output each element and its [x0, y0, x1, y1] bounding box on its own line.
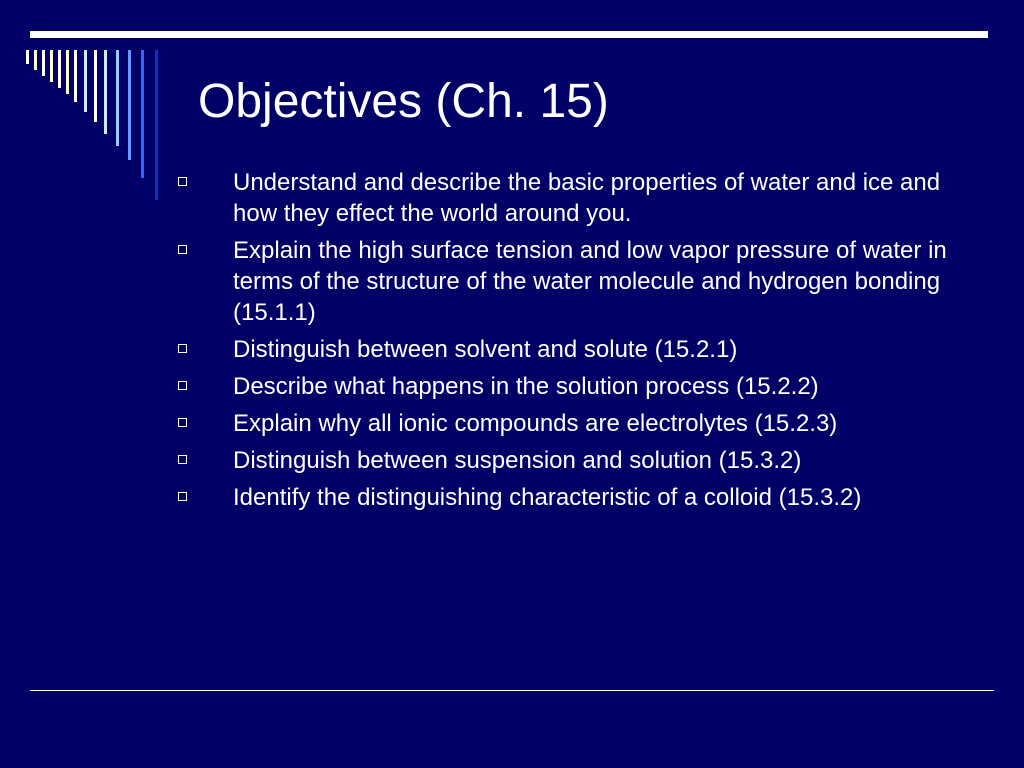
decorative-bar	[66, 50, 69, 94]
bottom-rule	[30, 690, 994, 691]
square-bullet-icon	[178, 492, 187, 501]
bullet-item	[172, 408, 972, 439]
bullet-item	[172, 445, 972, 476]
decorative-bar	[116, 50, 119, 146]
square-bullet-icon	[178, 418, 187, 427]
bullet-item	[172, 371, 972, 402]
decorative-bar	[94, 50, 97, 122]
bullet-text: Identify the distinguishing characteristic of a colloid (15.3.2)	[233, 484, 862, 511]
decorative-bar	[104, 50, 107, 134]
decorative-bar	[155, 50, 158, 200]
bullet-list	[172, 167, 972, 519]
bullet-item	[172, 235, 972, 328]
bullet-item	[172, 334, 972, 365]
decorative-bar	[141, 50, 144, 178]
decorative-bar	[74, 50, 77, 102]
decorative-bar	[84, 50, 87, 112]
square-bullet-icon	[178, 344, 187, 353]
bullet-text: Describe what happens in the solution process (15.2.2)	[233, 373, 819, 400]
bullet-item	[172, 482, 972, 513]
square-bullet-icon	[178, 381, 187, 390]
decorative-bar	[26, 50, 29, 64]
square-bullet-icon	[178, 245, 187, 254]
slide-title: Objectives (Ch. 15)	[198, 75, 609, 128]
square-bullet-icon	[178, 455, 187, 464]
decorative-bar	[128, 50, 131, 160]
decorative-bar	[42, 50, 45, 76]
bullet-text: Distinguish between suspension and solution (15.3.2)	[233, 447, 802, 474]
square-bullet-icon	[178, 177, 187, 186]
bullet-text: Explain the high surface tension and low vapor pressure of water in terms of the structure of the water molecule and hydrogen bonding (15.1.1)	[233, 237, 947, 326]
bullet-item	[172, 167, 972, 229]
bullet-text: Understand and describe the basic properties of water and ice and how they effect the world around you.	[233, 169, 941, 227]
decorative-bar	[34, 50, 37, 70]
decorative-bar	[58, 50, 61, 88]
bullet-text: Explain why all ionic compounds are electrolytes (15.2.3)	[233, 410, 838, 437]
decorative-bars	[0, 0, 180, 220]
bullet-text: Distinguish between solvent and solute (15.2.1)	[233, 336, 738, 363]
decorative-bar	[50, 50, 53, 82]
